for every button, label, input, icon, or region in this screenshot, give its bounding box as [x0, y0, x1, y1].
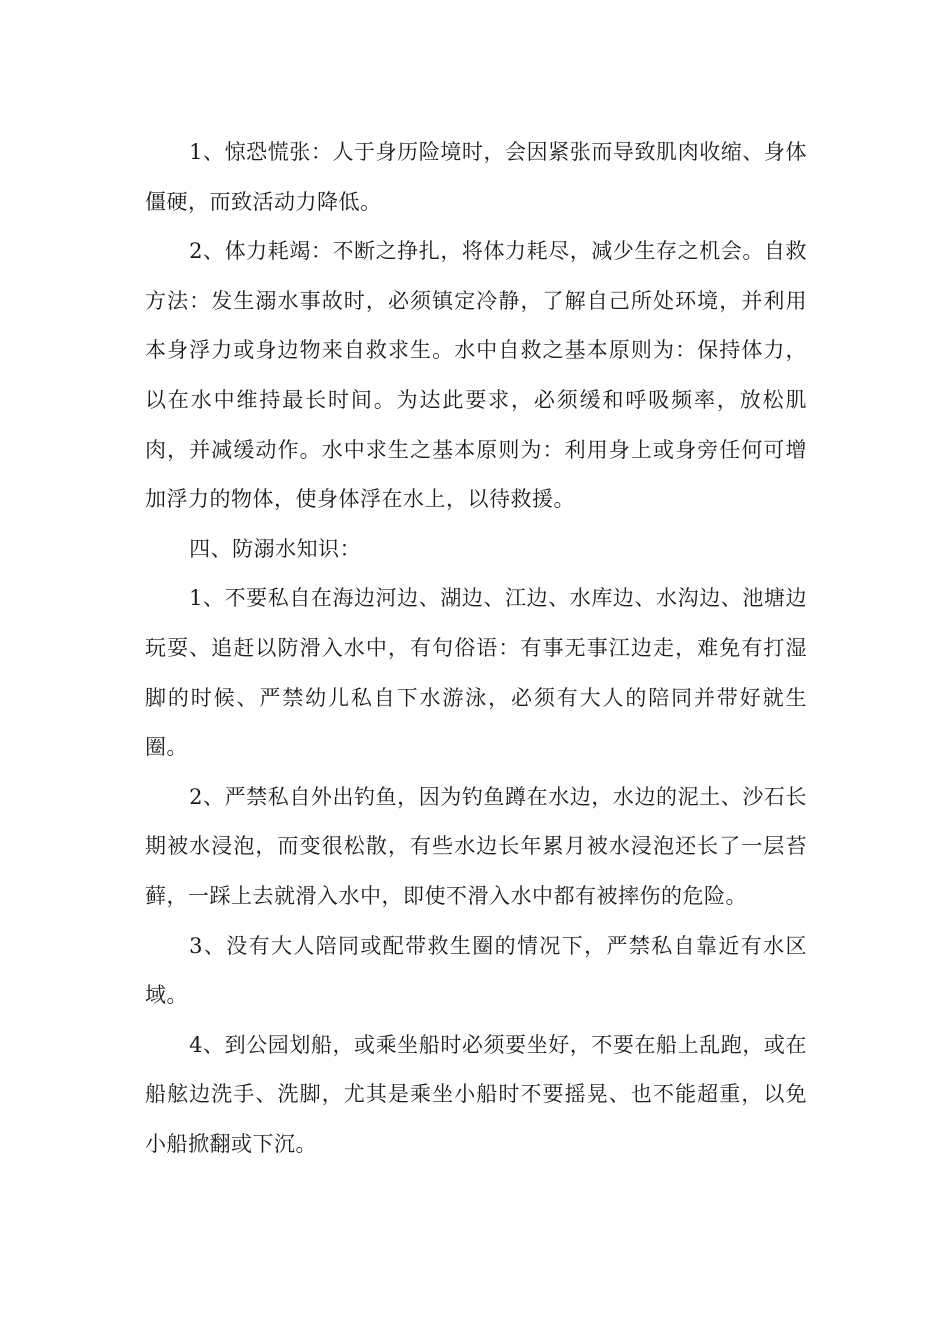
paragraph-rule-3: 3、没有大人陪同或配带救生圈的情况下，严禁私自靠近有水区域。 — [145, 933, 807, 1008]
document-body — [145, 128, 807, 1169]
paragraph-rule-2: 2、严禁私自外出钓鱼，因为钓鱼蹲在水边，水边的泥土、沙石长期被水浸泡，而变很松散，有些水边长年累月被水浸泡还长了一层苔藓，一踩上去就滑入水中，即使不滑入水中都有被摔伤的危险。 — [145, 784, 807, 908]
paragraph-exhaustion: 2、体力耗竭：不断之挣扎，将体力耗尽，减少生存之机会。自救方法：发生溺水事故时，必须镇定冷静，了解自己所处环境，并利用本身浮力或身边物来自救求生。水中自救之基本原则为：保持体力，以在水中维持最长时间。为达此要求，必须缓和呼吸频率，放松肌肉，并减缓动作。水中求生之基本原则为：利用身上或身旁任何可增加浮力的物体，使身体浮在水上，以待救援。 — [145, 239, 807, 512]
section-heading-drowning-prevention: 四、防溺水知识： — [189, 536, 362, 561]
paragraph-rule-1: 1、不要私自在海边河边、湖边、江边、水库边、水沟边、池塘边玩耍、追赶以防滑入水中，有句俗语：有事无事江边走，难免有打湿脚的时候、严禁幼儿私自下水游泳，必须有大人的陪同并带好就生圈。 — [145, 586, 807, 760]
paragraph-rule-4: 4、到公园划船，或乘坐船时必须要坐好，不要在船上乱跑，或在船舷边洗手、洗脚，尤其是乘坐小船时不要摇晃、也不能超重，以免小船掀翻或下沉。 — [145, 1032, 807, 1156]
paragraph-panic: 1、惊恐慌张：人于身历险境时，会因紧张而导致肌肉收缩、身体僵硬，而致活动力降低。 — [145, 140, 807, 214]
